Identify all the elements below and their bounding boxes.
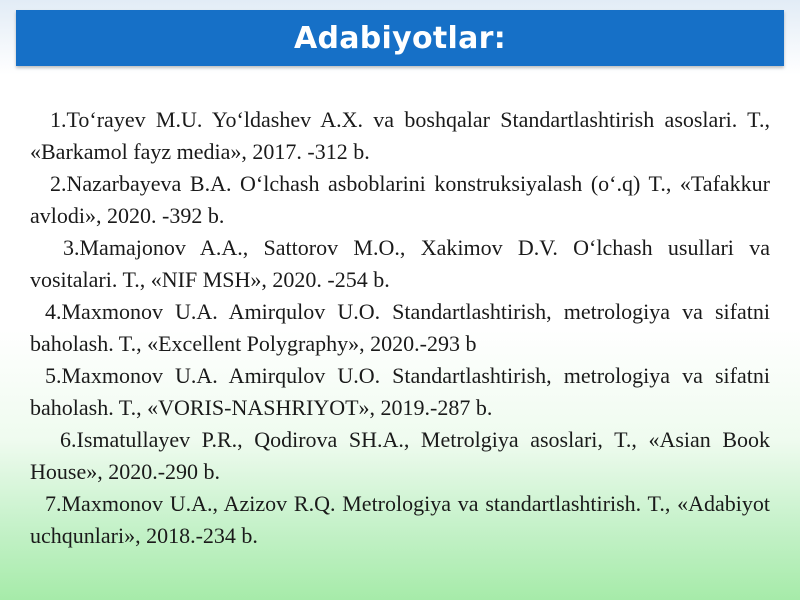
reference-item-5: 5.Maxmonov U.A. Amirqulov U.O. Standartlashtirish, metrologiya va sifatni baholash. T., «VORIS-NASHRIYOT», 2019.-287 b.	[30, 363, 770, 420]
reference-item-6: 6.Ismatullayev P.R., Qodirova SH.A., Metrolgiya asoslari, T., «Asian Book House», 2020.-290 b.	[30, 427, 770, 484]
reference-item-7: 7.Maxmonov U.A., Azizov R.Q. Metrologiya va standartlashtirish. T., «Adabiyot uchqunlari», 2018.-234 b.	[30, 491, 770, 548]
slide-title: Adabiyotlar:	[293, 20, 507, 56]
reference-item-3: 3.Mamajonov A.A., Sattorov M.O., Xakimov D.V. O‘lchash usullari va vositalari. T., «NIF MSH», 2020. -254 b.	[30, 235, 770, 292]
reference-item-4: 4.Maxmonov U.A. Amirqulov U.O. Standartlashtirish, metrologiya va sifatni baholash. T., «Excellent Polygraphy», 2020.-293 b	[30, 299, 770, 356]
reference-item-2: 2.Nazarbayeva B.A. O‘lchash asboblarini konstruksiyalash (o‘.q) T., «Tafakkur avlodi», 2020. -392 b.	[30, 171, 770, 228]
title-banner	[16, 10, 784, 66]
reference-item-1: 1.To‘rayev M.U. Yo‘ldashev A.X. va boshqalar Standartlashtirish asoslari. T., «Barkamol fayz media», 2017. -312 b.	[30, 107, 770, 164]
reference-list	[30, 104, 770, 552]
